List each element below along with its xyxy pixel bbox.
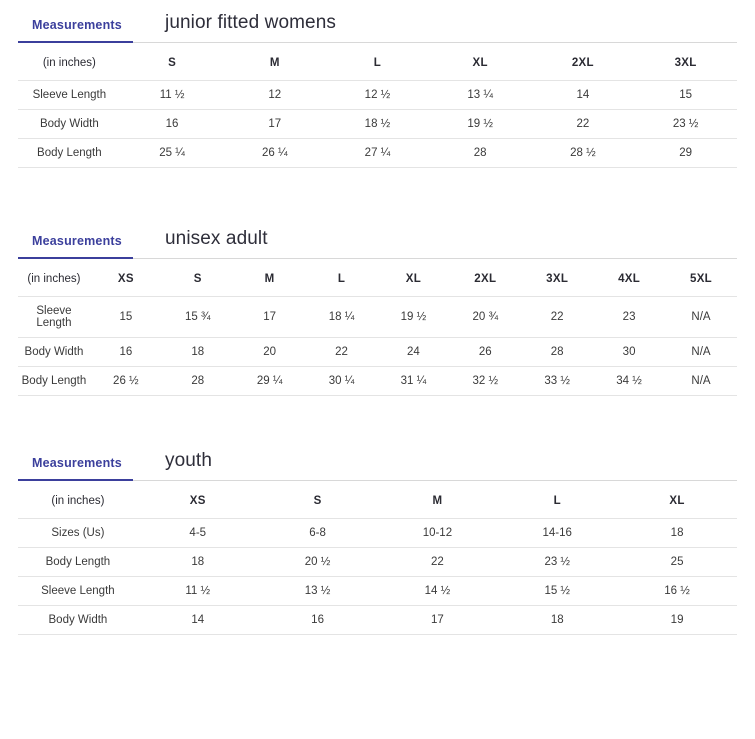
table-cell: 22 bbox=[521, 297, 593, 338]
table-body bbox=[18, 519, 737, 635]
column-header: 2XL bbox=[449, 259, 521, 297]
table-cell: 17 bbox=[377, 606, 497, 635]
table-cell: 16 ½ bbox=[617, 577, 737, 606]
table-cell: 28 bbox=[521, 338, 593, 367]
table-cell: 33 ½ bbox=[521, 367, 593, 396]
table-cell: 14-16 bbox=[497, 519, 617, 548]
column-header: S bbox=[258, 481, 378, 519]
table-cell: 11 ½ bbox=[138, 577, 258, 606]
column-header: M bbox=[223, 43, 326, 81]
tab-measurements[interactable]: Measurements bbox=[18, 8, 133, 43]
table-cell: 12 bbox=[223, 81, 326, 110]
table-cell: N/A bbox=[665, 297, 737, 338]
column-header: XL bbox=[377, 259, 449, 297]
table-cell: 15 bbox=[90, 297, 162, 338]
table-cell: 23 ½ bbox=[497, 548, 617, 577]
table-cell: 23 bbox=[593, 297, 665, 338]
table-cell: 28 bbox=[162, 367, 234, 396]
row-label: Body Width bbox=[18, 110, 121, 139]
table-cell: 18 ¼ bbox=[306, 297, 378, 338]
table-cell: 6-8 bbox=[258, 519, 378, 548]
table-cell: 26 ¼ bbox=[223, 139, 326, 168]
table-cell: 18 bbox=[617, 519, 737, 548]
table-cell: 4-5 bbox=[138, 519, 258, 548]
table-cell: 25 ¼ bbox=[121, 139, 224, 168]
table-cell: 29 ¼ bbox=[234, 367, 306, 396]
table-head bbox=[18, 481, 737, 519]
column-header: L bbox=[497, 481, 617, 519]
column-header: S bbox=[121, 43, 224, 81]
section-title: junior fitted womens bbox=[165, 12, 336, 33]
table-cell: 30 bbox=[593, 338, 665, 367]
tab-measurements[interactable]: Measurements bbox=[18, 446, 133, 481]
table-cell: 14 ½ bbox=[377, 577, 497, 606]
table-cell: 22 bbox=[377, 548, 497, 577]
column-header: L bbox=[326, 43, 429, 81]
table-cell: 22 bbox=[532, 110, 635, 139]
table-row bbox=[18, 606, 737, 635]
section-header bbox=[18, 224, 737, 259]
table-cell: 14 bbox=[532, 81, 635, 110]
table-cell: 12 ½ bbox=[326, 81, 429, 110]
row-label: Body Length bbox=[18, 548, 138, 577]
column-header: M bbox=[377, 481, 497, 519]
table-cell: 18 bbox=[497, 606, 617, 635]
table-cell: 13 ¼ bbox=[429, 81, 532, 110]
table-cell: 22 bbox=[306, 338, 378, 367]
measurements-table bbox=[18, 259, 737, 396]
table-cell: 18 ½ bbox=[326, 110, 429, 139]
table-cell: 19 bbox=[617, 606, 737, 635]
table-cell: 23 ½ bbox=[634, 110, 737, 139]
table-cell: 20 ¾ bbox=[449, 297, 521, 338]
table-cell: 24 bbox=[377, 338, 449, 367]
table-cell: 28 bbox=[429, 139, 532, 168]
section-header bbox=[18, 446, 737, 481]
column-header: 4XL bbox=[593, 259, 665, 297]
column-header: S bbox=[162, 259, 234, 297]
table-header-row bbox=[18, 481, 737, 519]
column-header: 5XL bbox=[665, 259, 737, 297]
section-spacer bbox=[0, 168, 755, 224]
table-cell: 17 bbox=[234, 297, 306, 338]
table-row bbox=[18, 548, 737, 577]
table-cell: 25 bbox=[617, 548, 737, 577]
table-row bbox=[18, 110, 737, 139]
section-title: unisex adult bbox=[165, 228, 268, 249]
measurements-table bbox=[18, 481, 737, 635]
table-cell: 28 ½ bbox=[532, 139, 635, 168]
table-cell: 14 bbox=[138, 606, 258, 635]
row-label: Body Length bbox=[18, 139, 121, 168]
table-row bbox=[18, 139, 737, 168]
size-section-youth bbox=[0, 446, 755, 635]
column-header: L bbox=[306, 259, 378, 297]
table-header-row bbox=[18, 259, 737, 297]
section-title: youth bbox=[165, 450, 212, 471]
table-cell: 15 ¾ bbox=[162, 297, 234, 338]
size-section-junior-fitted-womens bbox=[0, 0, 755, 168]
table-cell: 19 ½ bbox=[429, 110, 532, 139]
table-cell: 30 ¼ bbox=[306, 367, 378, 396]
row-label: Sleeve Length bbox=[18, 297, 90, 338]
table-cell: N/A bbox=[665, 338, 737, 367]
table-body bbox=[18, 81, 737, 168]
table-cell: 11 ½ bbox=[121, 81, 224, 110]
section-header bbox=[18, 8, 737, 43]
table-row bbox=[18, 297, 737, 338]
table-row bbox=[18, 81, 737, 110]
table-row bbox=[18, 519, 737, 548]
tab-measurements[interactable]: Measurements bbox=[18, 224, 133, 259]
table-header-row bbox=[18, 43, 737, 81]
table-cell: 17 bbox=[223, 110, 326, 139]
column-header: M bbox=[234, 259, 306, 297]
table-cell: 29 bbox=[634, 139, 737, 168]
table-head bbox=[18, 43, 737, 81]
table-cell: 16 bbox=[90, 338, 162, 367]
table-row bbox=[18, 338, 737, 367]
column-header: 3XL bbox=[634, 43, 737, 81]
table-cell: 16 bbox=[258, 606, 378, 635]
table-cell: 15 ½ bbox=[497, 577, 617, 606]
table-cell: 18 bbox=[138, 548, 258, 577]
column-header: 2XL bbox=[532, 43, 635, 81]
table-cell: 13 ½ bbox=[258, 577, 378, 606]
table-cell: 31 ¼ bbox=[377, 367, 449, 396]
row-label: Body Width bbox=[18, 606, 138, 635]
table-cell: 26 bbox=[449, 338, 521, 367]
table-body bbox=[18, 297, 737, 396]
section-spacer bbox=[0, 396, 755, 446]
table-head bbox=[18, 259, 737, 297]
table-cell: 20 bbox=[234, 338, 306, 367]
table-cell: 16 bbox=[121, 110, 224, 139]
table-cell: 27 ¼ bbox=[326, 139, 429, 168]
row-label: Sleeve Length bbox=[18, 81, 121, 110]
unit-label: (in inches) bbox=[18, 43, 121, 81]
column-header: XS bbox=[90, 259, 162, 297]
column-header: XS bbox=[138, 481, 258, 519]
row-label: Body Width bbox=[18, 338, 90, 367]
table-cell: 19 ½ bbox=[377, 297, 449, 338]
table-cell: 18 bbox=[162, 338, 234, 367]
table-cell: 10-12 bbox=[377, 519, 497, 548]
table-cell: 26 ½ bbox=[90, 367, 162, 396]
table-cell: 32 ½ bbox=[449, 367, 521, 396]
table-cell: 15 bbox=[634, 81, 737, 110]
measurements-table bbox=[18, 43, 737, 168]
row-label: Sizes (Us) bbox=[18, 519, 138, 548]
table-row bbox=[18, 367, 737, 396]
column-header: XL bbox=[617, 481, 737, 519]
unit-label: (in inches) bbox=[18, 259, 90, 297]
row-label: Sleeve Length bbox=[18, 577, 138, 606]
column-header: 3XL bbox=[521, 259, 593, 297]
column-header: XL bbox=[429, 43, 532, 81]
row-label: Body Length bbox=[18, 367, 90, 396]
size-section-unisex-adult bbox=[0, 224, 755, 396]
table-cell: 20 ½ bbox=[258, 548, 378, 577]
unit-label: (in inches) bbox=[18, 481, 138, 519]
table-cell: N/A bbox=[665, 367, 737, 396]
table-row bbox=[18, 577, 737, 606]
table-cell: 34 ½ bbox=[593, 367, 665, 396]
